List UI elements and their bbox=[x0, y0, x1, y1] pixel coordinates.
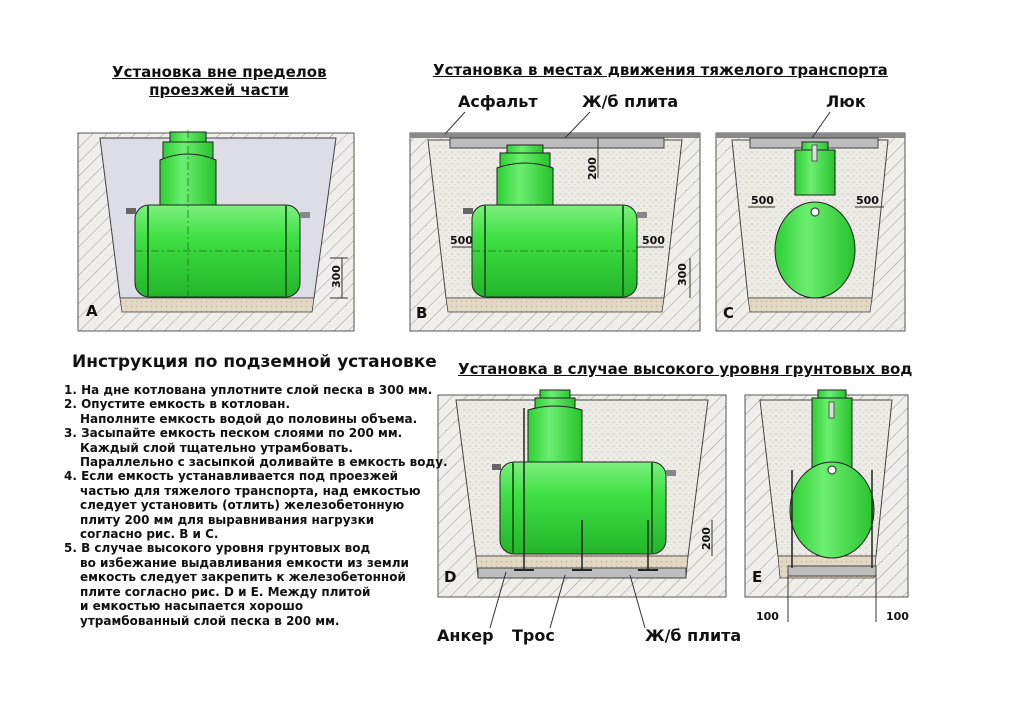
dim-a-300: 300 bbox=[330, 265, 343, 288]
panel-a bbox=[78, 130, 354, 331]
instruction-line: Параллельно с засыпкой доливайте в емкость воду. bbox=[80, 455, 448, 470]
instruction-item bbox=[64, 541, 444, 627]
panel-b bbox=[410, 133, 700, 331]
figure-letter-c: C bbox=[723, 304, 735, 322]
title-panel-a bbox=[112, 63, 326, 99]
instruction-line: частью для тяжелого транспорта, над емкостью bbox=[80, 483, 421, 498]
instruction-line: Наполните емкость водой до половины объема. bbox=[80, 411, 418, 426]
dim-d-200: 200 bbox=[700, 527, 713, 550]
panel-c bbox=[716, 133, 905, 331]
dim-b-500-left: 500 bbox=[450, 234, 473, 247]
instruction-line: плиту 200 мм для выравнивания нагрузки bbox=[80, 512, 375, 527]
dim-e-100-right: 100 bbox=[886, 610, 909, 623]
label-anchor: Анкер bbox=[437, 626, 494, 645]
instruction-line: 4. Если емкость устанавливается под проезжей bbox=[64, 469, 399, 484]
instruction-line: 1. На дне котлована уплотните слой песка в 300 мм. bbox=[64, 383, 433, 397]
figure-letter-e: E bbox=[752, 568, 763, 586]
instruction-line: 5. В случае высокого уровня грунтовых вод bbox=[64, 541, 371, 556]
title-panel-a-line1: Установка вне пределов bbox=[112, 63, 327, 81]
dim-b-200: 200 bbox=[586, 157, 599, 180]
instructions-title: Инструкция по подземной установке bbox=[72, 352, 437, 372]
instruction-line: Каждый слой тщательно утрамбовать. bbox=[80, 440, 353, 455]
instruction-item bbox=[64, 383, 444, 397]
figure-letter-a: A bbox=[86, 302, 98, 320]
dim-e-100-left: 100 bbox=[756, 610, 779, 623]
label-slab-bottom: Ж/б плита bbox=[645, 626, 742, 645]
title-panel-bc: Установка в местах движения тяжелого транспорта bbox=[433, 61, 888, 79]
figure-letter-b: B bbox=[416, 304, 428, 322]
instruction-line: емкость следует закрепить к железобетонной bbox=[80, 570, 406, 585]
panel-d bbox=[438, 390, 726, 597]
instruction-line: следует установить (отлить) железобетонную bbox=[80, 498, 405, 513]
instruction-line: плите согласно рис. D и E. Между плитой bbox=[80, 584, 371, 599]
title-panel-a-line2: проезжей части bbox=[149, 81, 289, 99]
label-cable: Трос bbox=[512, 626, 555, 645]
label-slab-top: Ж/б плита bbox=[582, 92, 679, 111]
dim-c-500-right: 500 bbox=[856, 194, 879, 207]
dim-c-500-left: 500 bbox=[751, 194, 774, 207]
instruction-line: 2. Опустите емкость в котлован. bbox=[64, 397, 291, 412]
figure-letter-d: D bbox=[444, 568, 457, 586]
instructions-list bbox=[64, 383, 448, 628]
panel-e bbox=[745, 390, 908, 622]
instruction-item bbox=[64, 469, 444, 541]
instruction-line: согласно рис. В и С. bbox=[80, 527, 219, 542]
instruction-item bbox=[64, 397, 444, 426]
dim-b-300: 300 bbox=[676, 263, 689, 286]
instruction-line: 3. Засыпайте емкость песком слоями по 200 мм. bbox=[64, 426, 403, 441]
instruction-line: и емкостью насыпается хорошо bbox=[80, 599, 304, 614]
label-asphalt: Асфальт bbox=[458, 92, 538, 111]
title-panel-de: Установка в случае высокого уровня грунтовых вод bbox=[458, 360, 913, 378]
dim-b-500-right: 500 bbox=[642, 234, 665, 247]
instruction-line: утрамбованный слой песка в 200 мм. bbox=[80, 613, 340, 628]
instruction-item bbox=[64, 426, 448, 470]
instruction-line: во избежание выдавливания емкости из земли bbox=[80, 555, 409, 570]
label-hatch: Люк bbox=[826, 92, 866, 111]
